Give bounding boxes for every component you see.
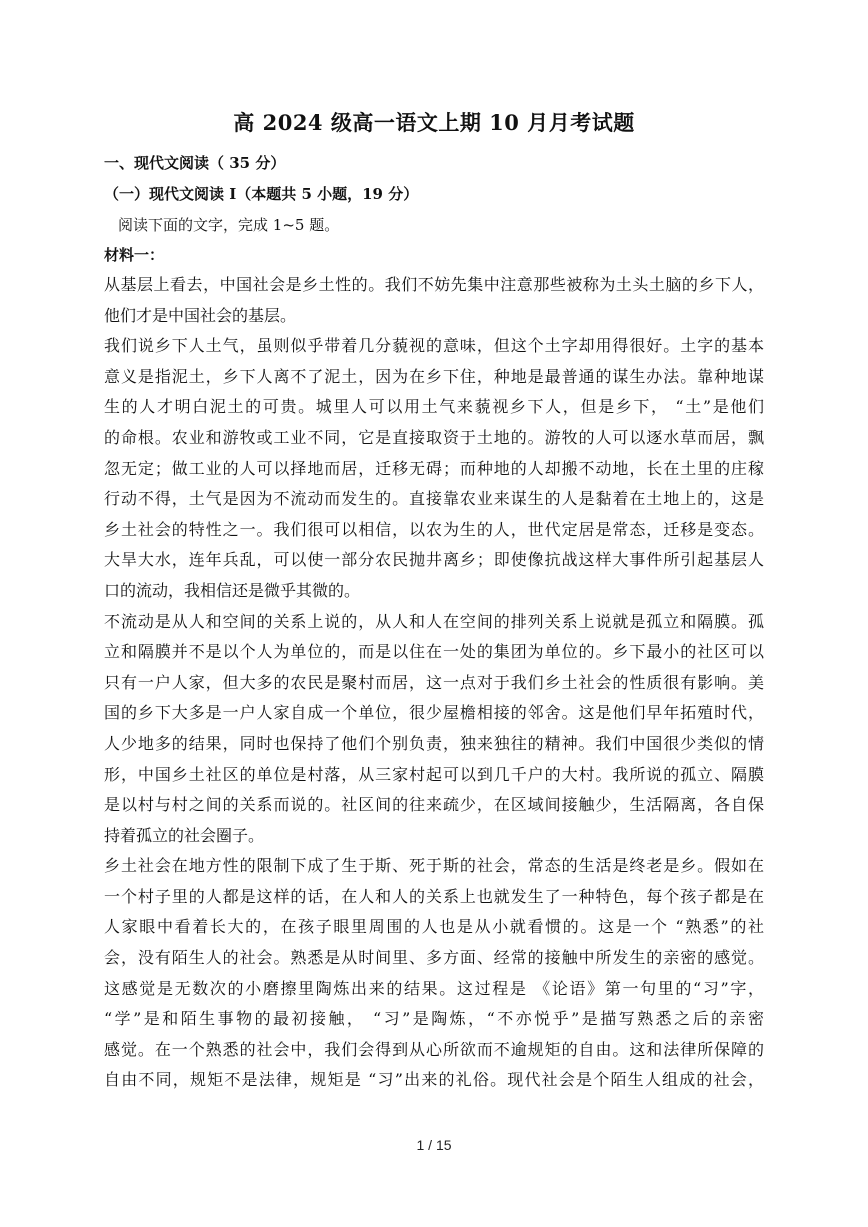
- passage-line: 感觉。在一个熟悉的社会中，我们会得到从心所欲而不逾规矩的自由。这和法律所保障的: [104, 1039, 764, 1059]
- passage-line: 人家眼中看着长大的，在孩子眼里周围的人也是从小就看惯的。这是一个 “熟悉”的社: [104, 917, 764, 937]
- passage-line: 行动不得，土气是因为不流动而发生的。直接靠农业来谋生的人是黏着在土地上的，这是: [104, 489, 764, 509]
- passage-line: 形，中国乡土社区的单位是村落，从三家村起可以到几千户的大村。我所说的孤立、隔膜: [104, 764, 764, 784]
- reading-instruction: 阅读下面的文字，完成 1~5 题。: [118, 216, 340, 234]
- passage-line: 自由不同，规矩不是法律，规矩是 “习”出来的礼俗。现代社会是个陌生人组成的社会，: [104, 1070, 764, 1090]
- passage-line: 生的人才明白泥土的可贵。城里人可以用土气来藐视乡下人，但是乡下， “土”是他们: [104, 397, 764, 417]
- subsection-heading: （一）现代文阅读 I（本题共 5 小题，19 分）: [104, 185, 419, 203]
- passage-line: 是以村与村之间的关系而说的。社区间的往来疏少，在区域间接触少，生活隔离，各自保: [104, 795, 764, 815]
- document-title: 高 2024 级高一语文上期 10 月月考试题: [233, 110, 635, 135]
- passage-line: 大旱大水，连年兵乱，可以使一部分农民抛井离乡；即使像抗战这样大事件所引起基层人: [104, 550, 764, 570]
- section-heading: 一、现代文阅读（ 35 分）: [104, 154, 286, 172]
- passage-line: 口的流动，我相信还是微乎其微的。: [104, 580, 361, 600]
- passage-line: 忽无定；做工业的人可以择地而居，迁移无碍；而种地的人却搬不动地，长在土里的庄稼: [104, 458, 764, 478]
- passage-line: “学”是和陌生事物的最初接触， “习”是陶炼，“不亦悦乎”是描写熟悉之后的亲密: [104, 1009, 764, 1029]
- passage-line: 会，没有陌生人的社会。熟悉是从时间里、多方面、经常的接触中所发生的亲密的感觉。: [104, 948, 764, 968]
- passage-line: 国的乡下大多是一户人家自成一个单位，很少屋檐相接的邻舍。这是他们早年拓殖时代，: [104, 703, 764, 723]
- passage-line: 这感觉是无数次的小磨擦里陶炼出来的结果。这过程是 《论语》第一句里的“习”字，: [104, 978, 764, 998]
- passage-line: 人少地多的结果，同时也保持了他们个别负责，独来独往的精神。我们中国很少类似的情: [104, 733, 764, 753]
- passage-line: 的命根。农业和游牧或工业不同，它是直接取资于土地的。游牧的人可以逐水草而居，飘: [104, 427, 764, 447]
- passage-body: [104, 270, 764, 1096]
- passage-line: 从基层上看去，中国社会是乡土性的。我们不妨先集中注意那些被称为土头土脑的乡下人，: [104, 275, 764, 294]
- material-label: 材料一：: [104, 246, 165, 264]
- passage-line: 我们说乡下人土气，虽则似乎带着几分藐视的意味，但这个土字却用得很好。土字的基本: [104, 336, 764, 356]
- passage-line: 乡土社会的特性之一。我们很可以相信，以农为生的人，世代定居是常态，迁移是变态。: [104, 519, 764, 539]
- passage-line: 不流动是从人和空间的关系上说的，从人和人在空间的排列关系上说就是孤立和隔膜。孤: [104, 611, 764, 631]
- page-number: 1 / 15: [416, 1137, 452, 1153]
- passage-line: 乡土社会在地方性的限制下成了生于斯、死于斯的社会，常态的生活是终老是乡。假如在: [104, 856, 764, 876]
- passage-line: 一个村子里的人都是这样的话，在人和人的关系上也就发生了一种特色，每个孩子都是在: [104, 886, 764, 906]
- passage-line: 他们才是中国社会的基层。: [104, 305, 297, 325]
- passage-line: 持着孤立的社会圈子。: [104, 825, 265, 845]
- passage-line: 意义是指泥土，乡下人离不了泥土，因为在乡下住，种地是最普通的谋生办法。靠种地谋: [104, 366, 764, 386]
- passage-line: 立和隔膜并不是以个人为单位的，而是以住在一处的集团为单位的。乡下最小的社区可以: [104, 642, 764, 662]
- passage-line: 只有一户人家，但大多的农民是聚村而居，这一点对于我们乡土社会的性质很有影响。美: [104, 672, 764, 692]
